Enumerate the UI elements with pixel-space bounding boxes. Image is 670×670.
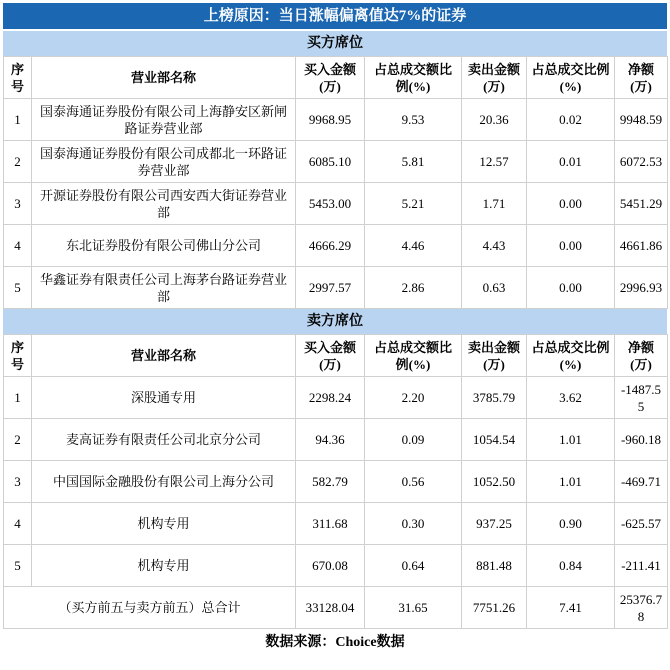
cell-net-amount: 5451.29 [615,183,668,225]
cell-seq: 1 [4,377,32,419]
total-row [4,587,668,629]
column-header-sell-amount: 卖出金额(万) [462,57,527,99]
cell-buy-amount: 4666.29 [296,225,365,267]
cell-branch-name: 机构专用 [32,503,296,545]
cell-seq: 4 [4,503,32,545]
column-header-seq: 序号 [4,57,32,99]
cell-seq: 2 [4,419,32,461]
cell-sell-amount: 1.71 [462,183,527,225]
cell-sell-amount: 20.36 [462,99,527,141]
cell-sell-ratio: 0.00 [527,225,615,267]
cell-net-amount: 2996.93 [615,267,668,309]
column-header-branch-name: 营业部名称 [32,335,296,377]
sell-table-row [4,377,668,419]
cell-sell-amount: 937.25 [462,503,527,545]
sell-header-row [4,335,668,377]
cell-branch-name: 麦高证券有限责任公司北京分公司 [32,419,296,461]
buy-table-row [4,225,668,267]
cell-sell-amount: 881.48 [462,545,527,587]
cell-branch-name: 华鑫证券有限责任公司上海茅台路证券营业部 [32,267,296,309]
cell-buy-amount: 6085.10 [296,141,365,183]
column-header-net-amount: 净额(万) [615,57,668,99]
cell-branch-name: 深股通专用 [32,377,296,419]
cell-buy-amount: 2997.57 [296,267,365,309]
cell-sell-ratio: 1.01 [527,419,615,461]
buy-side-table [3,56,668,309]
cell-buy-ratio: 5.81 [365,141,462,183]
cell-net-amount: -469.71 [615,461,668,503]
cell-buy-amount: 311.68 [296,503,365,545]
column-header-buy-ratio: 占总成交额比例(%) [365,57,462,99]
sell-table-row [4,503,668,545]
column-header-net-amount: 净额(万) [615,335,668,377]
cell-buy-ratio: 2.20 [365,377,462,419]
cell-sell-amount: 1054.54 [462,419,527,461]
cell-buy-ratio: 2.86 [365,267,462,309]
cell-buy-amount: 582.79 [296,461,365,503]
cell-branch-name: 国泰海通证券股份有限公司上海静安区新闸路证券营业部 [32,99,296,141]
listing-reason-title: 上榜原因：当日涨幅偏离值达7%的证券 [203,8,467,24]
cell-total-sell-ratio: 7.41 [527,587,615,629]
buy-section-bar [3,31,667,56]
cell-sell-ratio: 3.62 [527,377,615,419]
cell-sell-ratio: 0.84 [527,545,615,587]
column-header-sell-ratio: 占总成交比例(%) [527,335,615,377]
cell-branch-name: 国泰海通证券股份有限公司成都北一环路证券营业部 [32,141,296,183]
cell-sell-amount: 4.43 [462,225,527,267]
cell-branch-name: 开源证券股份有限公司西安西大街证券营业部 [32,183,296,225]
buy-section-label: 买方席位 [307,36,363,51]
cell-seq: 1 [4,99,32,141]
cell-seq: 2 [4,141,32,183]
sell-table-row [4,419,668,461]
data-source-text: 数据来源：Choice数据 [265,635,405,650]
cell-net-amount: 9948.59 [615,99,668,141]
cell-total-buy-ratio: 31.65 [365,587,462,629]
buy-table-row [4,183,668,225]
cell-total-buy-amount: 33128.04 [296,587,365,629]
cell-total-sell-amount: 7751.26 [462,587,527,629]
cell-sell-ratio: 0.00 [527,183,615,225]
buy-header-row [4,57,668,99]
column-header-seq: 序号 [4,335,32,377]
column-header-sell-ratio: 占总成交比例(%) [527,57,615,99]
sell-section-label: 卖方席位 [307,314,363,329]
sell-section-bar [3,309,667,334]
buy-table-row [4,267,668,309]
column-header-branch-name: 营业部名称 [32,57,296,99]
cell-buy-ratio: 0.09 [365,419,462,461]
cell-buy-ratio: 5.21 [365,183,462,225]
cell-sell-ratio: 0.01 [527,141,615,183]
sell-table-row [4,461,668,503]
cell-seq: 3 [4,461,32,503]
cell-sell-ratio: 1.01 [527,461,615,503]
sell-table-row [4,545,668,587]
cell-buy-ratio: 4.46 [365,225,462,267]
data-source-footer [3,629,667,657]
cell-total-net-amount: 25376.78 [615,587,668,629]
cell-seq: 5 [4,267,32,309]
cell-buy-ratio: 0.30 [365,503,462,545]
cell-buy-amount: 5453.00 [296,183,365,225]
cell-sell-ratio: 0.90 [527,503,615,545]
column-header-buy-ratio: 占总成交额比例(%) [365,335,462,377]
cell-sell-amount: 0.63 [462,267,527,309]
cell-buy-amount: 9968.95 [296,99,365,141]
cell-seq: 3 [4,183,32,225]
column-header-buy-amount: 买入金额(万) [296,57,365,99]
cell-sell-ratio: 0.00 [527,267,615,309]
cell-seq: 5 [4,545,32,587]
cell-buy-amount: 94.36 [296,419,365,461]
cell-sell-ratio: 0.02 [527,99,615,141]
cell-net-amount: -960.18 [615,419,668,461]
column-header-sell-amount: 卖出金额(万) [462,335,527,377]
cell-buy-ratio: 0.56 [365,461,462,503]
buy-table-row [4,141,668,183]
cell-branch-name: 东北证券股份有限公司佛山分公司 [32,225,296,267]
cell-net-amount: 4661.86 [615,225,668,267]
cell-buy-ratio: 0.64 [365,545,462,587]
cell-seq: 4 [4,225,32,267]
cell-sell-amount: 1052.50 [462,461,527,503]
cell-net-amount: -625.57 [615,503,668,545]
cell-net-amount: -1487.55 [615,377,668,419]
cell-branch-name: 中国国际金融股份有限公司上海分公司 [32,461,296,503]
cell-sell-amount: 3785.79 [462,377,527,419]
buy-table-row [4,99,668,141]
cell-total-label: （买方前五与卖方前五）总合计 [4,587,296,629]
column-header-buy-amount: 买入金额(万) [296,335,365,377]
sell-side-table [3,334,668,629]
cell-net-amount: -211.41 [615,545,668,587]
cell-buy-amount: 2298.24 [296,377,365,419]
cell-sell-amount: 12.57 [462,141,527,183]
cell-buy-amount: 670.08 [296,545,365,587]
cell-buy-ratio: 9.53 [365,99,462,141]
listing-reason-title-bar [3,3,667,29]
cell-branch-name: 机构专用 [32,545,296,587]
cell-net-amount: 6072.53 [615,141,668,183]
